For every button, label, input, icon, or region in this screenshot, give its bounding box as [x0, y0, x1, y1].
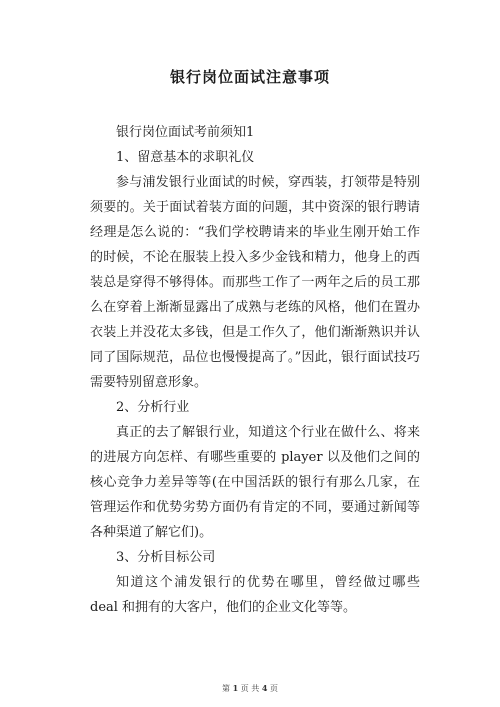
section-heading-3: 3、分析目标公司	[116, 550, 216, 565]
footer-middle: 页 共	[240, 684, 260, 693]
document-body	[90, 120, 420, 620]
footer-prefix: 第	[222, 684, 231, 693]
body-paragraph-3: 知道这个浦发银行的优势在哪里，曾经做过哪些 deal 和拥有的大客户，他们的企业文化等等。	[90, 575, 420, 615]
footer-suffix: 页	[269, 684, 278, 693]
section-heading-1: 1、留意基本的求职礼仪	[116, 150, 255, 165]
footer-page-number: 1	[232, 683, 239, 693]
page-footer	[0, 683, 500, 694]
footer-total-pages: 4	[261, 683, 268, 693]
subtitle-paragraph: 银行岗位面试考前须知1	[116, 125, 255, 140]
document-title: 银行岗位面试注意事项	[169, 68, 330, 86]
section-heading-2: 2、分析行业	[116, 400, 190, 415]
body-paragraph-2: 真正的去了解银行业，知道这个行业在做什么、将来的进展方向怎样、有哪些重要的 player 以及他们之间的核心竞争力差异等等(在中国活跃的银行有那么几家，在管理运作和优势劣势方面仍有肯定的不同，要通过新闻等各种渠道了解它们)。	[90, 425, 420, 540]
body-paragraph-1: 参与浦发银行业面试的时候，穿西装，打领带是特别须要的。关于面试着装方面的问题，其中资深的银行聘请经理是怎么说的：“我们学校聘请来的毕业生刚开始工作的时候，不论在服装上投入多少金钱和精力，他身上的西装总是穿得不够得体。而那些工作了一两年之后的员工那么在穿着上渐渐显露出了成熟与老练的风格，他们在置办衣装上并没花太多钱，但是工作久了，他们渐渐熟识并认同了国际规范，品位也慢慢提高了。”因此，银行面试技巧需要特别留意形象。	[90, 175, 420, 390]
